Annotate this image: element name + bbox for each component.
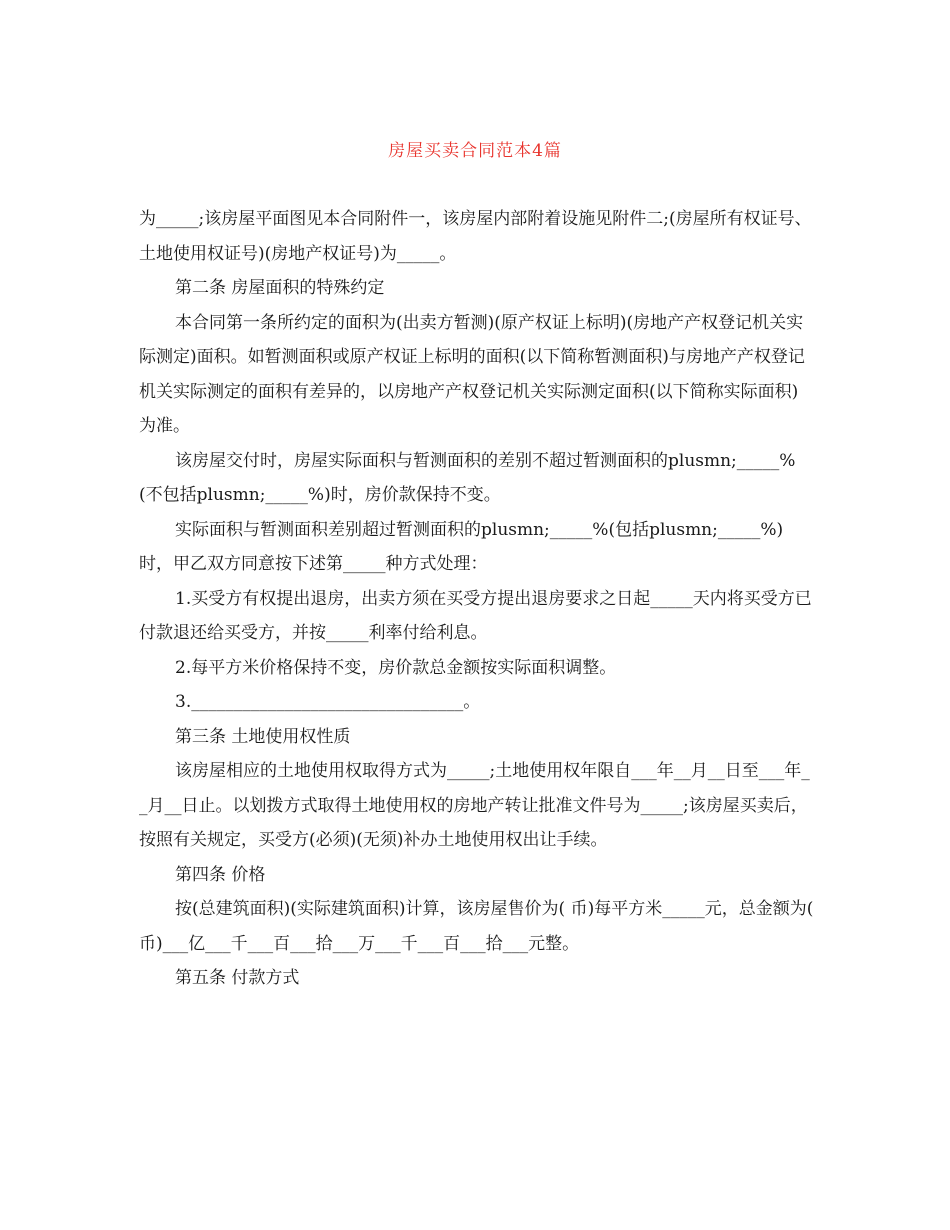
paragraph-land-use: 该房屋相应的土地使用权取得方式为_____;土地使用权年限自___年__月__日至___年__月__日止。以划拨方式取得土地使用权的房地产转让批准文件号为_____;该房屋买卖后，按照有关规定，买受方(必须)(无须)补办土地使用权出让手续。 — [139, 761, 810, 850]
paragraph-price: 按(总建筑面积)(实际建筑面积)计算，该房屋售价为( 币)每平方米_____元，总金额为( 币)___亿___千___百___拾___万___千___百___拾___元整。 — [139, 899, 814, 954]
document-title: 房屋买卖合同范本4篇 — [388, 141, 562, 161]
heading-article-5: 第五条 付款方式 — [175, 968, 300, 988]
list-item-option-2: 2.每平方米价格保持不变，房价款总金额按实际面积调整。 — [175, 657, 617, 678]
paragraph-property-certificate: 为_____;该房屋平面图见本合同附件一，该房屋内部附着设施见附件二;(房屋所有权证号、土地使用权证号)(房地产权证号)为_____。 — [139, 209, 812, 264]
paragraph-area-exceed: 实际面积与暂测面积差别超过暂测面积的plusmn;_____%(包括plusmn;_____%)时，甲乙双方同意按下述第_____种方式处理： — [139, 519, 784, 574]
heading-article-3: 第三条 土地使用权性质 — [175, 726, 351, 747]
paragraph-area-tolerance: 该房屋交付时，房屋实际面积与暂测面积的差别不超过暂测面积的plusmn;_____%(不包括plusmn;_____%)时，房价款保持不变。 — [139, 450, 796, 505]
list-item-option-3: 3.________________________________。 — [175, 692, 481, 712]
heading-article-2: 第二条 房屋面积的特殊约定 — [175, 278, 385, 298]
document-body — [139, 202, 815, 996]
heading-article-4: 第四条 价格 — [175, 864, 266, 885]
paragraph-area-definition: 本合同第一条所约定的面积为(出卖方暂测)(原产权证上标明)(房地产产权登记机关实际测定)面积。如暂测面积或原产权证上标明的面积(以下简称暂测面积)与房地产产权登记机关实际测定的面积有差异的，以房地产产权登记机关实际测定面积(以下简称实际面积)为准。 — [139, 312, 805, 436]
list-item-option-1: 1.买受方有权提出退房，出卖方须在买受方提出退房要求之日起_____天内将买受方已付款退还给买受方，并按_____利率付给利息。 — [139, 588, 812, 643]
